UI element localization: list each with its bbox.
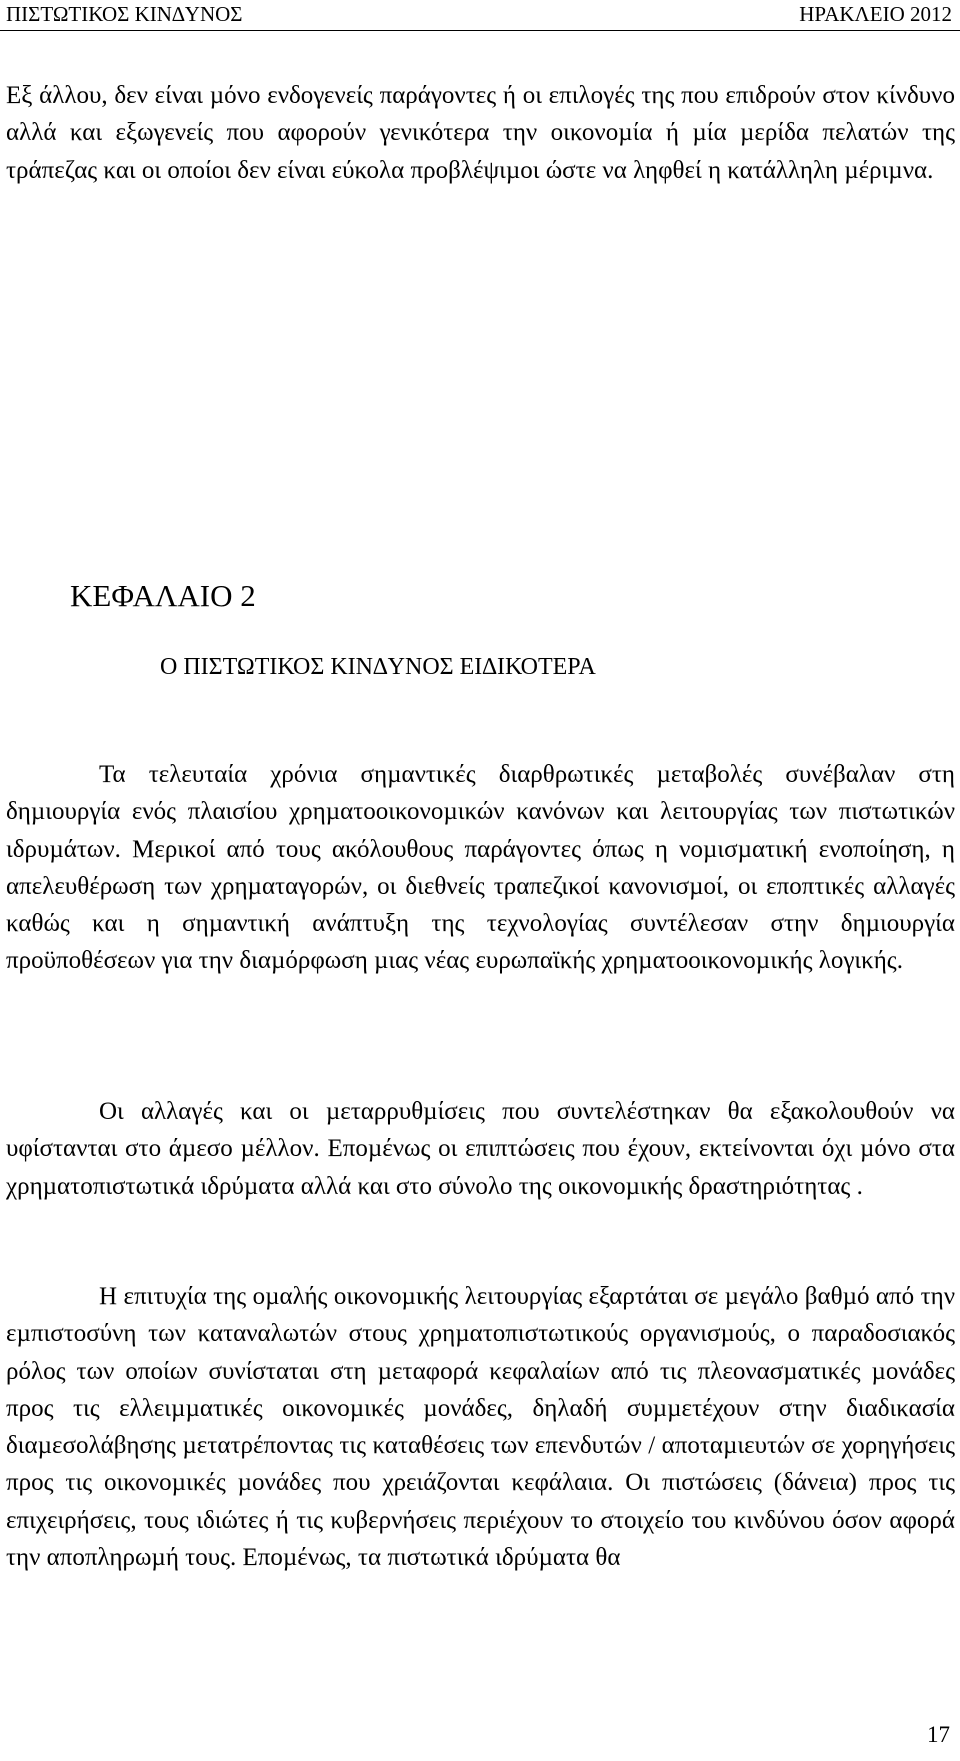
header-divider: [0, 30, 960, 31]
page-header: [0, 0, 960, 30]
page-number: 17: [927, 1722, 950, 1747]
body-paragraph-2: Οι αλλαγές και οι µεταρρυθµίσεις που συντελέστηκαν θα εξακολουθούν να υφίστανται στο άµεσο µέλλον. Εποµένως οι επιπτώσεις που έχουν, εκτείνονται όχι µόνο στα χρηµατοπιστωτικά ιδρύµατα αλλά και στο σύνολο της οικονοµικής δραστηριότητας .: [6, 1098, 955, 1200]
body-paragraph-3: Η επιτυχία της οµαλής οικονοµικής λειτουργίας εξαρτάται σε µεγάλο βαθµό από την εµπιστοσύνη των καταναλωτών στους χρηµατοπιστωτικούς οργανισµούς, ο παραδοσιακός ρόλος των οποίων συνίσταται στη µεταφορά κεφαλαίων από τις πλεονασµατικές µονάδες προς τις ελλειµµατικές οικονοµικές µονάδες, δηλαδή συµµετέχουν στην διαδικασία διαµεσολάβησης µετατρέποντας τις καταθέσεις των επενδυτών / αποταµιευτών σε χορηγήσεις προς τις οικονοµικές µονάδες που χρειάζονται κεφάλαια. Οι πιστώσεις (δάνεια) προς τις επιχειρήσεις, τους ιδιώτες ή τις κυβερνήσεις περιέχουν το στοιχείο του κινδύνου όσον αφορά την αποπληρωµή τους. Εποµένως, τα πιστωτικά ιδρύµατα θα: [6, 1283, 955, 1572]
header-location-year: ΗΡΑΚΛΕΙΟ 2012: [799, 2, 952, 26]
body-paragraph-1: Τα τελευταία χρόνια σηµαντικές διαρθρωτικές µεταβολές συνέβαλαν στη δηµιουργία ενός πλαισίου χρηµατοοικονοµικών κανόνων και λειτουργίας των πιστωτικών ιδρυµάτων. Μερικοί από τους ακόλουθους παράγοντες όπως η νοµισµατική ενοποίηση, η απελευθέρωση των χρηµαταγορών, οι διεθνείς τραπεζικοί κανονισµοί, οι εποπτικές αλλαγές καθώς και η σηµαντική ανάπτυξη της τεχνολογίας συντέλεσαν στην δηµιουργία προϋποθέσεων για την διαµόρφωση µιας νέας ευρωπαϊκής χρηµατοοικονοµικής λογικής.: [6, 761, 955, 975]
header-document-title: ΠΙΣΤΩΤΙΚΟΣ ΚΙΝ∆ΥΝΟΣ: [6, 2, 243, 26]
section-title: Ο ΠΙΣΤΩΤΙΚΟΣ ΚΙΝ∆ΥΝΟΣ ΕΙ∆ΙΚΟΤΕΡΑ: [160, 654, 596, 680]
intro-paragraph: Εξ άλλου, δεν είναι µόνο ενδογενείς παράγοντες ή οι επιλογές της που επιδρούν στον κίνδυνο αλλά και εξωγενείς που αφορούν γενικότερα την οικονοµία ή µία µερίδα πελατών της τράπεζας και οι οποίοι δεν είναι εύκολα προβλέψιµοι ώστε να ληφθεί η κατάλληλη µέριµνα.: [6, 82, 955, 184]
chapter-title: ΚΕΦΑΛΑΙΟ 2: [70, 578, 256, 613]
